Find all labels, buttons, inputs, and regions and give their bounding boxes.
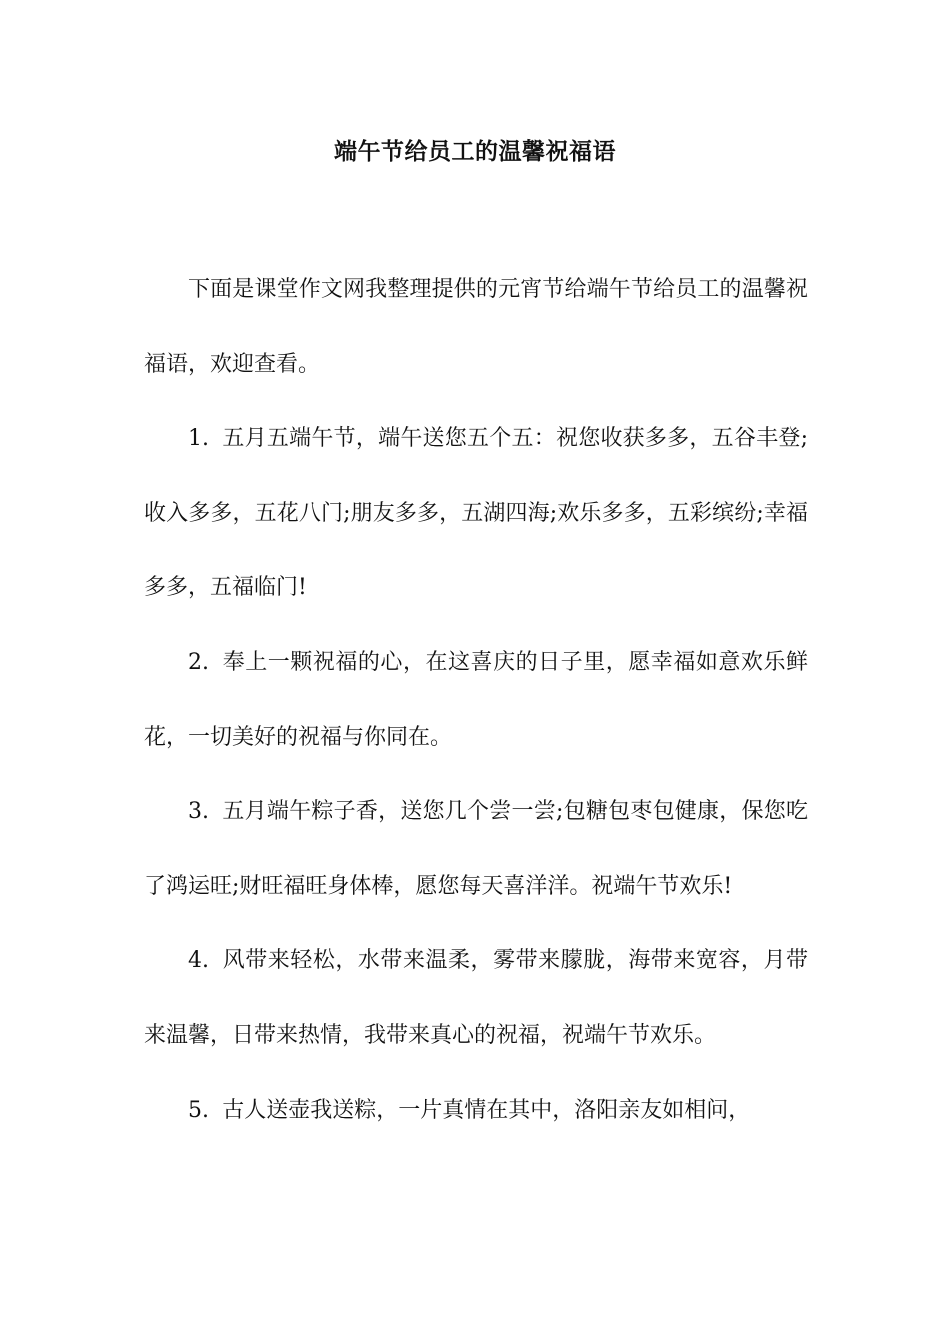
blessing-item-4: [144, 924, 808, 1073]
item-text: 五月五端午节，端午送您五个五：祝您收获多多，五谷丰登;收入多多，五花八门;朋友多多，五湖四海;欢乐多多，五彩缤纷;幸福多多，五福临门!: [144, 426, 808, 601]
item-text: 风带来轻松，水带来温柔，雾带来朦胧，海带来宽容，月带来温馨，日带来热情，我带来真心的祝福，祝端午节欢乐。: [144, 948, 808, 1048]
item-number: 4.: [188, 948, 209, 974]
item-number: 3.: [188, 799, 209, 825]
document-title: 端午节给员工的温馨祝福语: [334, 138, 616, 165]
blessing-item-5: [144, 1074, 808, 1149]
document-body: [144, 253, 808, 1148]
item-number: 2.: [188, 649, 209, 675]
blessing-item-1: [144, 402, 808, 626]
item-text: 五月端午粽子香，送您几个尝一尝;包糖包枣包健康，保您吃了鸿运旺;财旺福旺身体棒，愿您每天喜洋洋。祝端午节欢乐!: [144, 799, 808, 899]
item-text: 古人送壶我送粽，一片真情在其中，洛阳亲友如相问，: [222, 1097, 751, 1123]
blessing-item-3: [144, 775, 808, 924]
item-number: 1.: [188, 426, 209, 452]
item-text: 奉上一颗祝福的心，在这喜庆的日子里，愿幸福如意欢乐鲜花，一切美好的祝福与你同在。: [144, 649, 808, 750]
intro-paragraph: 下面是课堂作文网我整理提供的元宵节给端午节给员工的温馨祝福语，欢迎查看。: [144, 277, 808, 377]
item-number: 5.: [188, 1097, 209, 1123]
blessing-item-2: [144, 626, 808, 775]
